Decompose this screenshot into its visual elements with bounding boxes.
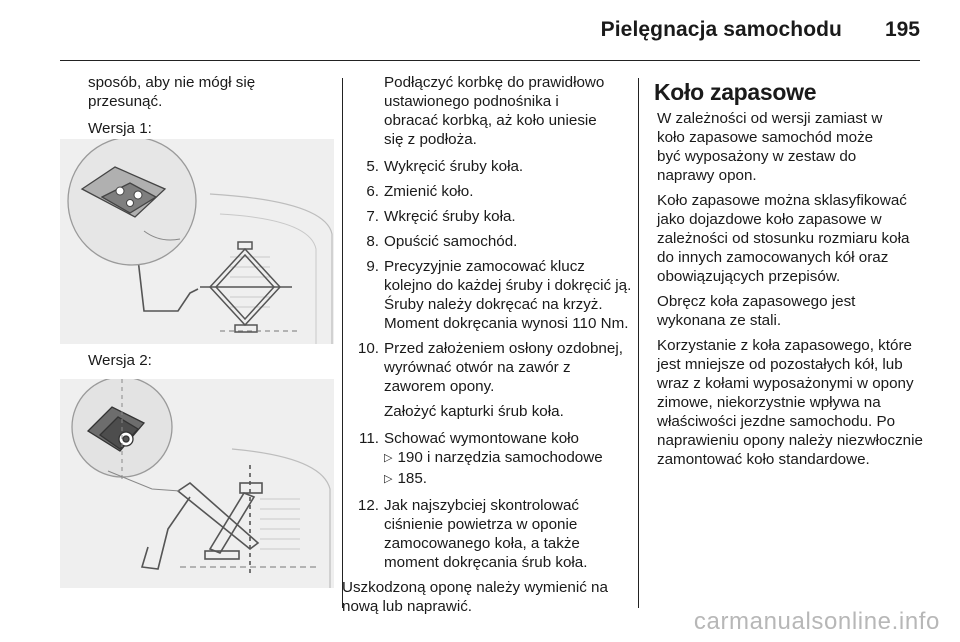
step-number: 8. — [366, 233, 379, 250]
step-5 — [357, 157, 633, 176]
continued-paragraph: sposób, aby nie mógł się przesunąć. — [88, 74, 256, 110]
step-8 — [357, 232, 633, 251]
column-1 — [88, 73, 338, 146]
step-number: 10. — [357, 340, 379, 357]
step-number: 5. — [366, 158, 379, 175]
paragraph-4: Korzystanie z koła zapasowego, które jest mniejsze od pozostałych kół, lub wraz z kołami wyposażonymi w opony zimowe, niekorzystnie wpływa na właściwości jezdne samochodu. Po naprawieniu opony należy niezwłocznie zamontować koło standardowe. — [657, 337, 923, 468]
step-7 — [357, 207, 633, 226]
step-10-extra: Założyć kapturki śrub koła. — [384, 403, 564, 420]
page-number: 195 — [884, 18, 920, 41]
section-heading: Koło zapasowe — [654, 79, 817, 105]
jack-illustration-version-1 — [60, 139, 334, 344]
step-text: Precyzyjnie zamocować klucz kolejno do każdej śruby i dokręcić ją. Śruby należy dokręcać na krzyż. Moment dokręcania wynosi 110 Nm. — [384, 258, 632, 332]
column-1-lower — [88, 351, 338, 378]
reference-arrow-icon: ▷ — [384, 473, 393, 485]
crank-instruction: Podłączyć korbkę do prawidłowo ustawionego podnośnika i obracać korbką, aż koło uniesie się z podłoża. — [384, 74, 605, 148]
reference-arrow-icon: ▷ — [384, 452, 393, 464]
step-12 — [357, 496, 633, 572]
step-6 — [357, 182, 633, 201]
step-11-middle: i narzędzia samochodowe — [427, 449, 603, 466]
step-text: Zmienić koło. — [384, 183, 474, 200]
jack-illustration-version-2 — [60, 379, 334, 588]
page-header-title: Pielęgnacja samochodu — [600, 18, 842, 41]
column-2 — [342, 73, 633, 624]
paragraph-2: Koło zapasowe można sklasyfikować jako dojazdowe koło zapasowe w zależności od stosunku rozmiaru koła do innych zamocowanych kół oraz obowiązujących przepisów. — [657, 192, 910, 285]
step-number: 11. — [359, 430, 379, 447]
version-2-label: Wersja 2: — [88, 352, 152, 369]
column-divider-2 — [638, 78, 639, 608]
step-text: Wkręcić śruby koła. — [384, 208, 516, 225]
paragraph-1: W zależności od wersji zamiast w koło zapasowe samochód może być wyposażony w zestaw do naprawy opon. — [657, 110, 883, 184]
step-number: 9. — [366, 258, 379, 275]
paragraph-3: Obręcz koła zapasowego jest wykonana ze stali. — [657, 293, 856, 329]
step-text: Jak najszybciej skontrolować ciśnienie powietrza w oponie zamocowanego koła, a także moment dokręcania śrub koła. — [384, 497, 588, 571]
step-number: 7. — [366, 208, 379, 225]
step-text: Opuścić samochód. — [384, 233, 518, 250]
version-1-label: Wersja 1: — [88, 120, 152, 137]
step-10 — [357, 339, 633, 396]
page-reference-190[interactable]: ▷ 190 — [384, 449, 423, 466]
page-reference-185[interactable]: ▷ 185. — [384, 470, 428, 487]
closing-paragraph: Uszkodzoną oponę należy wymienić na nową lub naprawić. — [342, 579, 608, 615]
watermark: carmanualsonline.info — [693, 608, 940, 635]
step-number: 6. — [366, 183, 379, 200]
column-3 — [654, 73, 925, 475]
step-text: Przed założeniem osłony ozdobnej, wyrównać otwór na zawór z zaworem opony. — [384, 340, 623, 395]
step-text: Schować wymontowane koło — [384, 430, 580, 447]
step-number: 12. — [357, 497, 379, 514]
step-9 — [357, 257, 633, 333]
step-11 — [357, 429, 633, 490]
step-text: Wykręcić śruby koła. — [384, 158, 524, 175]
header-divider — [60, 60, 920, 61]
